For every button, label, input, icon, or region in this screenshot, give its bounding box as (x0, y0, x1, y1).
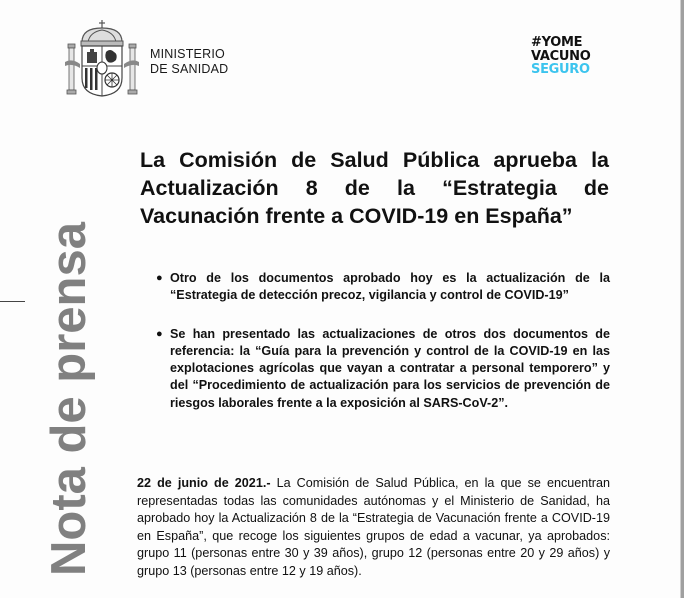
dateline: 22 de junio de 2021.- (137, 476, 271, 490)
side-label-nota-de-prensa: Nota de prensa (42, 222, 96, 576)
campaign-line-2: VACUNO (531, 48, 591, 64)
body-paragraph (137, 475, 610, 581)
press-release-title: La Comisión de Salud Pública aprueba la Actualización 8 de la “Estrategia de Vacunación frente a COVID-19 en España” (140, 148, 609, 228)
highlight-text: Otro de los documentos aprobado hoy es la actualización de la “Estrategia de detección precoz, vigilancia y control de COVID-19” (170, 271, 610, 303)
spain-coat-of-arms-icon (64, 18, 140, 98)
ministry-line-2: DE SANIDAD (150, 62, 229, 76)
campaign-line-3: SEGURO (531, 62, 590, 77)
side-divider (0, 301, 25, 302)
campaign-line-1: #YOME (531, 35, 583, 50)
campaign-logo (531, 36, 590, 77)
bullet-icon: ● (156, 272, 163, 284)
bullet-icon: ● (156, 327, 163, 340)
highlight-item (156, 326, 610, 412)
body-text: La Comisión de Salud Pública, en la que se encuentran representadas todas las comunidades autónomas y el Ministerio de Sanidad, ha aprobado hoy la Actualización 8 de la “Estrategia de Vacunación frente a COVID-19 en España”, que recoge los siguientes grupos de edad a vacunar, ya aprobados: grupo 11 (personas entre 30 y 39 años), grupo 12 (personas entre 20 y 29 años) y grupo 13 (personas entre 12 y 19 años). (137, 476, 610, 578)
highlights-list (156, 270, 610, 433)
highlight-item (156, 270, 610, 305)
highlight-text: Se han presentado las actualizaciones de otros dos documentos de referencia: la “Guía para la prevención y control de la COVID-19 en las explotaciones agrícolas que vayan a contratar a personal temporero” y del “Procedimiento de actualización para los servicios de prevención de riesgos laborales frente a la exposición al SARS-CoV-2”. (170, 326, 610, 410)
ministry-line-1: MINISTERIO (150, 47, 225, 61)
page-edge-scrollbar (680, 0, 684, 598)
ministry-name (150, 47, 228, 77)
